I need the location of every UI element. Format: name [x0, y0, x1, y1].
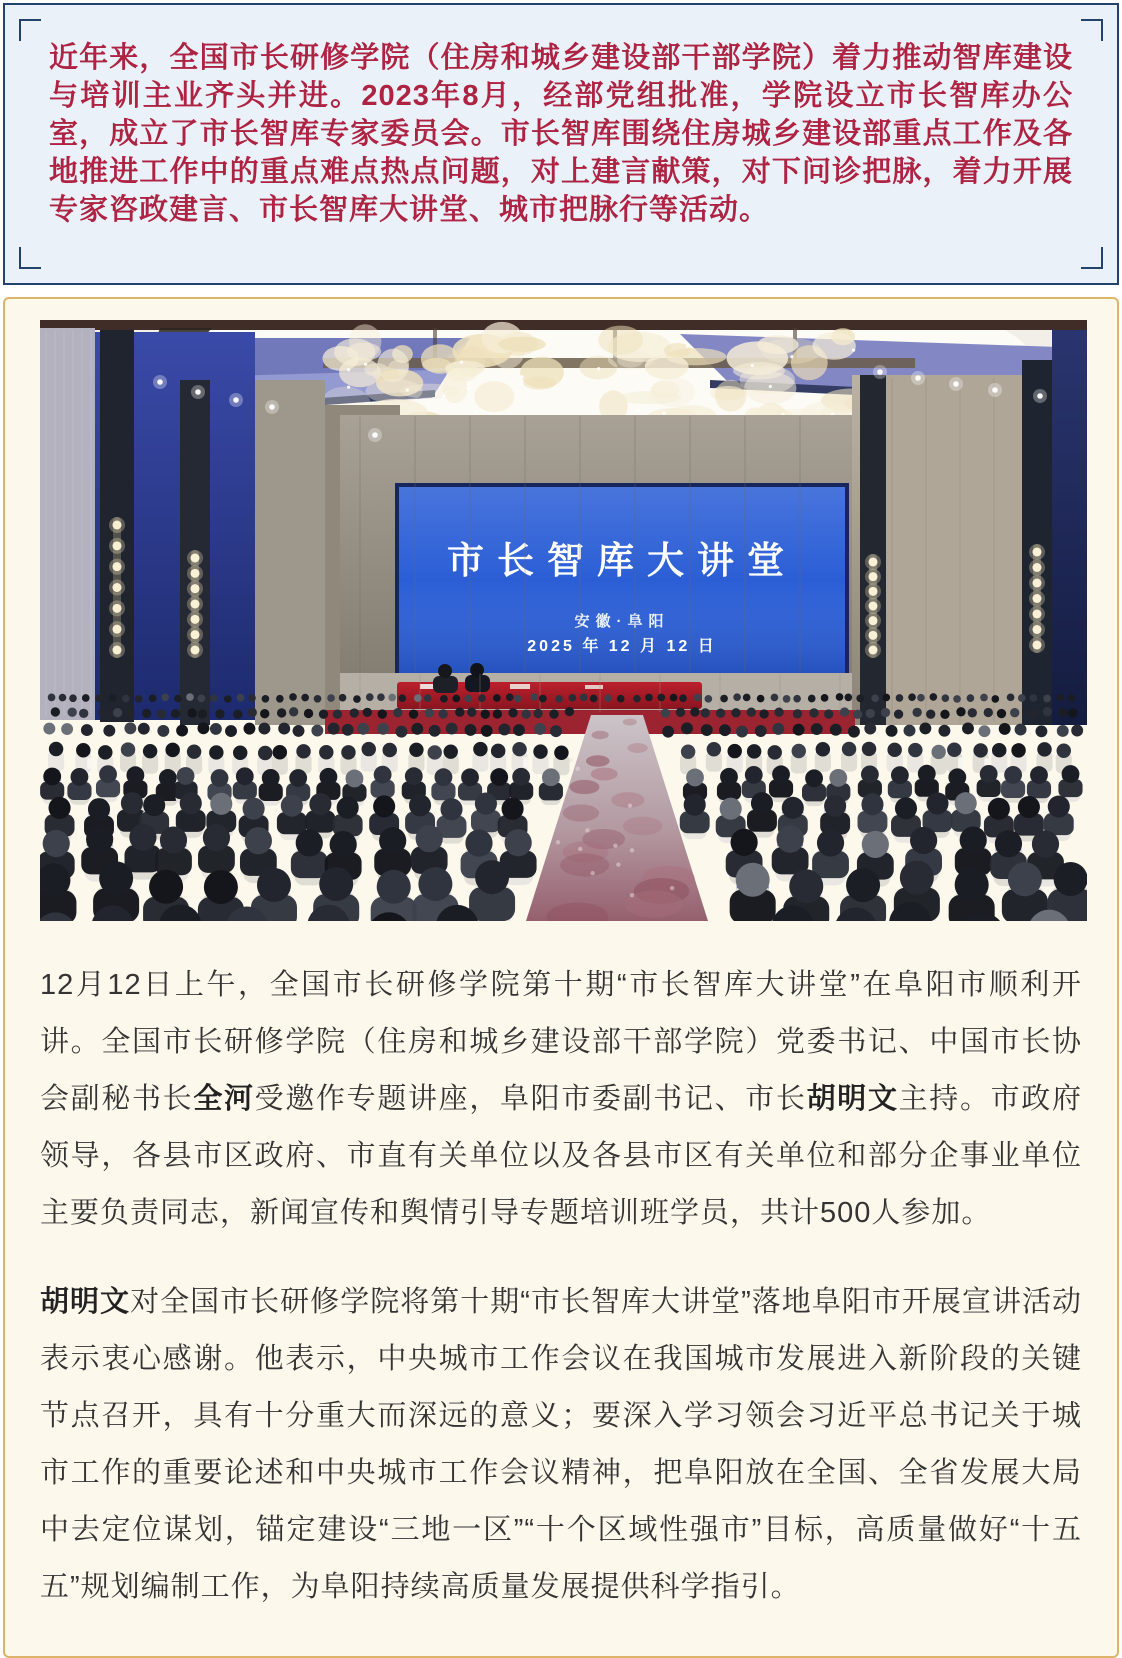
wall-right-pillar-2 [1022, 360, 1052, 725]
wall-right-mid [886, 375, 1022, 725]
table-papers [510, 684, 530, 689]
wall-right-pillar-1 [860, 375, 886, 725]
article-paragraph: 12月12日上午，全国市长研修学院第十期“市长智库大讲堂”在阜阳市顺利开讲。全国市长研修学院（住房和城乡建设部干部学院）党委书记、中国市长协会副秘书长全河受邀作专题讲座，阜阳市委副书记、市长胡明文主持。市政府领导，各县市区政府、市直有关单位以及各县市区有关单位和部分企事业单位主要负责同志，新闻宣传和舆情引导专题培训班学员，共计500人参加。 [40, 969, 1082, 1229]
corner-bracket-bottom-left [19, 247, 41, 269]
wall-left-column [255, 380, 325, 725]
conference-photo-graphic [40, 320, 1087, 921]
article-paragraph: 胡明文对全国市长研修学院将第十期“市长智库大讲堂”落地阜阳市开展宣讲活动表示衷心感谢。他表示，中央城市工作会议在我国城市发展进入新阶段的关键节点召开，具有十分重大而深远的意义；要深入学习领会习近平总书记关于城市工作的重要论述和中央城市工作会议精神，把阜阳放在全国、全省发展大局中去定位谋划，锚定建设“三地一区”“十个区域性强市”目标，高质量做好“十五五”规划编制工作，为阜阳持续高质量发展提供科学指引。 [40, 1286, 1082, 1603]
intro-quote-text: 近年来，全国市长研修学院（住房和城乡建设部干部学院）着力推动智库建设与培训主业齐头并进。2023年8月，经部党组批准，学院设立市长智库办公室，成立了市长智库专家委员会。市长智库围绕住房城乡建设部重点工作及各地推进工作中的重点难点热点问题，对上建言献策，对下问诊把脉，着力开展专家咨政建言、市长智库大讲堂、城市把脉行等活动。 [49, 42, 1073, 226]
article-body [40, 957, 1082, 1616]
corner-bracket-top-left [19, 19, 41, 41]
screen-title: 市长智库大讲堂 [447, 540, 797, 581]
article-card [3, 297, 1119, 1658]
corner-bracket-bottom-right [1081, 247, 1103, 269]
wall-right-navy [1052, 330, 1087, 725]
intro-quote-box [3, 3, 1119, 285]
screen-date: 2025 年 12 月 12 日 [527, 638, 717, 655]
conference-photo [40, 320, 1087, 921]
corner-bracket-top-right [1081, 19, 1103, 41]
wall-left-panel [40, 328, 95, 720]
screen-subtitle: 安徽·阜阳 [574, 613, 670, 630]
